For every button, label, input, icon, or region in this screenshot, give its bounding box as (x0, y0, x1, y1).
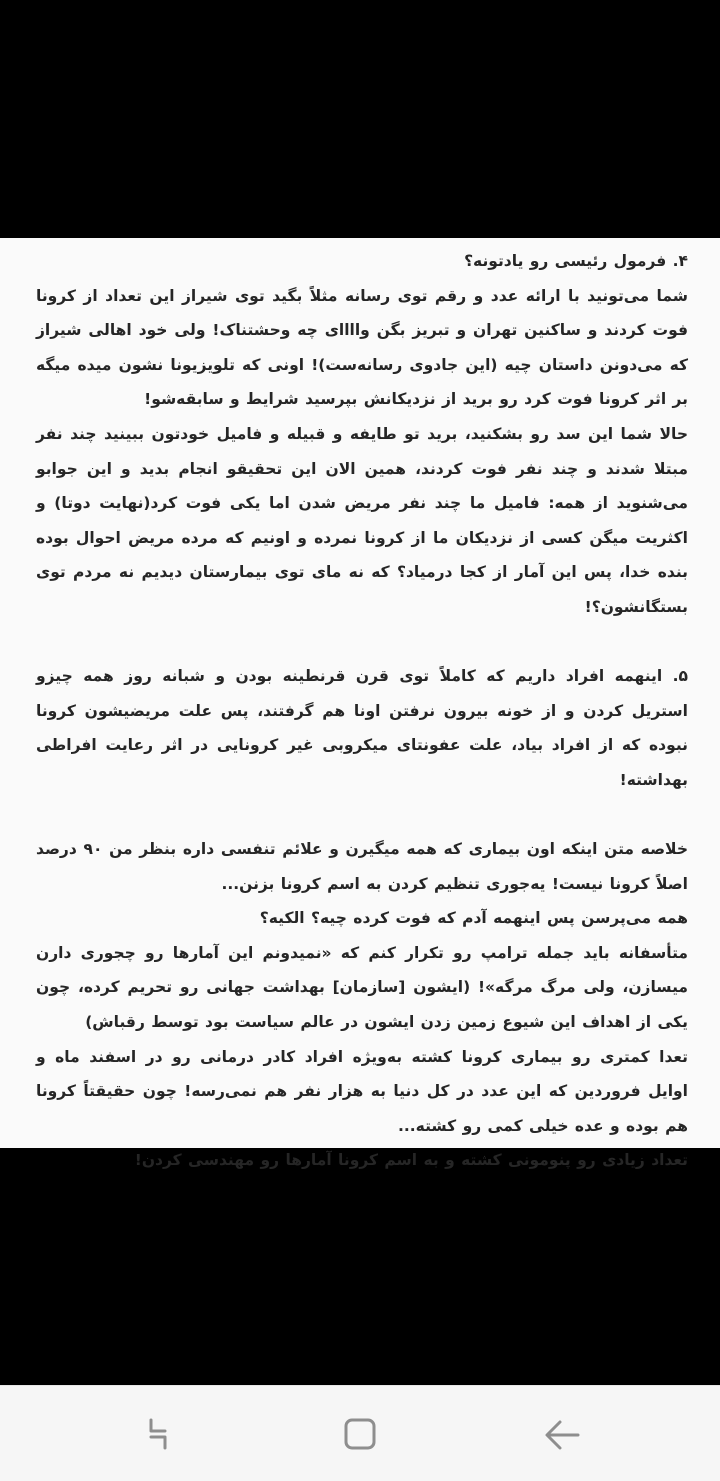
paragraph: تعداد زیادی رو پنومونی کشته و به اسم کرونا آمارها رو مهندسی کردن! (134, 1151, 688, 1170)
paragraph: شما می‌تونید با ارائه عدد و رقم توی رسانه مثلاً بگید توی شیراز این تعداد از کرونا فوت کردند و ساکنین تهران و تبریز بگن واااای چه وحشتناک! ولی خود اهالی شیراز که می‌دونن داستان چیه (این جادوی رسانه‌ست)! اونی که تلویزیونا نشون میده میگه بر اثر کرونا فوت کرد رو برید از نزدیکانش بپرسید شرایط و سابقه‌شو! (36, 286, 688, 409)
paragraph: تعدا کمتری رو بیماری کرونا کشته به‌ویژه افراد کادر درمانی رو در اسفند ماه و اوایل فروردین که این عدد در کل دنیا به هزار نفر هم نمی‌رسه! چون حقیقتاً کرونا هم بوده و عده خیلی کمی رو کشته... (36, 1047, 688, 1135)
document-text (36, 244, 688, 1178)
paragraph: حالا شما این سد رو بشکنید، برید تو طایفه و قبیله و فامیل خودتون ببینید چند نفر مبتلا شدند و چند نفر فوت کردند، همین الان این تحقیقو انجام بدید و این جوابو می‌شنوید از همه: فامیل ما چند نفر مریض شدن اما یکی فوت کرد(نهایت دوتا) و اکثریت میگن کسی از نزدیکان ما از کرونا نمرده و اونیم که مرده مریض احوال بوده بنده خدا، پس این آمار از کجا درمیاد؟ که نه مای توی بیمارستان دیدیم نه مردم توی بستگانشون؟! (36, 424, 688, 616)
paragraph-spacer (36, 798, 688, 833)
home-icon (340, 1414, 380, 1454)
paragraph-spacer (36, 625, 688, 660)
back-arrow-icon (542, 1414, 582, 1454)
recent-apps-button[interactable] (128, 1404, 188, 1464)
document-image (0, 238, 720, 1170)
paragraph: همه می‌پرسن پس اینهمه آدم که فوت کرده چیه؟ الکیه؟ (259, 909, 688, 928)
paragraph-heading-4: ۴. فرمول رئیسی رو یادتونه؟ (464, 252, 688, 270)
home-button[interactable] (330, 1404, 390, 1464)
paragraph: متأسفانه باید جمله ترامپ رو تکرار کنم که «نمیدونم این آمارها رو چجوری دارن میسازن، ولی مرگ مرگه»! (ایشون [سازمان] بهداشت جهانی رو تحریم کرده، چون یکی از اهداف این شیوع زمین زدن ایشون در عالم سیاست بود توسط رقباش) (36, 943, 688, 1032)
back-button[interactable] (532, 1404, 592, 1464)
paragraph-heading-5: ۵. اینهمه افراد داریم که کاملاً توی قرن قرنطینه بودن و شبانه روز همه چیزو استریل کردن و از خونه بیرون نرفتن اونا هم گرفتند، پس علت مریضیشون کرونا نبوده که از افراد بیاد، علت عفونتای میکروبی غیر کرونایی در اثر رعایت افراطی بهداشته! (36, 667, 688, 789)
paragraph: خلاصه متن اینکه اون بیماری که همه میگیرن و علائم تنفسی داره بنظر من ۹۰ درصد اصلاً کرونا نیست! یه‌جوری تنظیم کردن به اسم کرونا بزنن... (36, 840, 688, 893)
system-navigation-bar (0, 1385, 720, 1481)
recent-apps-icon (138, 1414, 178, 1454)
